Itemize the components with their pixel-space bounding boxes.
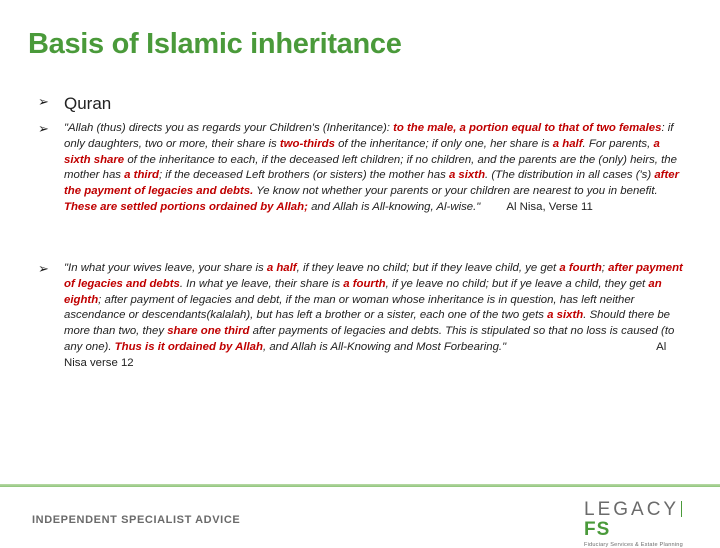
- logo-fs-text: FS: [584, 519, 611, 540]
- bullet-quran: [38, 94, 686, 114]
- logo-subtitle: Fiduciary Services & Estate Planning: [584, 542, 683, 548]
- verse-11-text: "Allah (thus) directs you as regards your Children's (Inheritance): to the male, a portion equal to that of two females: if only daughters, two or more, their share is two-thirds of the inheritance; if only one, her share is a half. For parents, a sixth share of the inheritance to each, if the deceased left children; if no children, and the parents are the (only) heirs, the mother has a third; if the deceased Left brothers (or sisters) the mother has a sixth. (The distribution in all cases ('s) after the payment of legacies and debts. Ye know not whether your parents or your children are nearest to you in benefit. These are settled portions ordained by Allah; and Allah is All-knowing, Al-wise." Al Nisa, Verse 11: [64, 122, 680, 213]
- logo-main-text: LEGACY: [584, 499, 680, 520]
- verse-12-text: "In what your wives leave, your share is a half, if they leave no child; but if they leave child, ye get a fourth; after payment of legacies and debts. In what ye leave, their share is a fourth, if ye leave no child; but if ye leave a child, they get an eighth; after payment of legacies and debt, if the man or woman whose inheritance is in question, has left neither ascendance or descendants(kalalah), but has left a brother or a sister, each one of the two gets a sixth. Should there be more than two, they share one third after payments of legacies and debts. This is stipulated so that no loss is caused (to any one). Thus is it ordained by Allah, and Allah is All-Knowing and Most Forbearing." Al Nisa verse 12: [64, 262, 683, 369]
- slide-title: Basis of Islamic inheritance: [28, 28, 402, 60]
- arrow-bullet-icon: ➢: [38, 95, 49, 110]
- arrow-bullet-icon: ➢: [38, 262, 49, 277]
- bullet-verse-11: [38, 121, 686, 216]
- legacy-fs-logo: [584, 499, 694, 548]
- verse-reference: Al Nisa verse 12: [64, 340, 667, 369]
- footer-tagline: INDEPENDENT SPECIALIST ADVICE: [32, 514, 241, 526]
- bullet-label: Quran: [64, 94, 112, 113]
- bullet-verse-12: [38, 261, 686, 372]
- verse-reference: Al Nisa, Verse 11: [506, 200, 593, 213]
- footer-divider: [0, 484, 720, 487]
- arrow-bullet-icon: ➢: [38, 122, 49, 137]
- logo-divider: [681, 501, 682, 517]
